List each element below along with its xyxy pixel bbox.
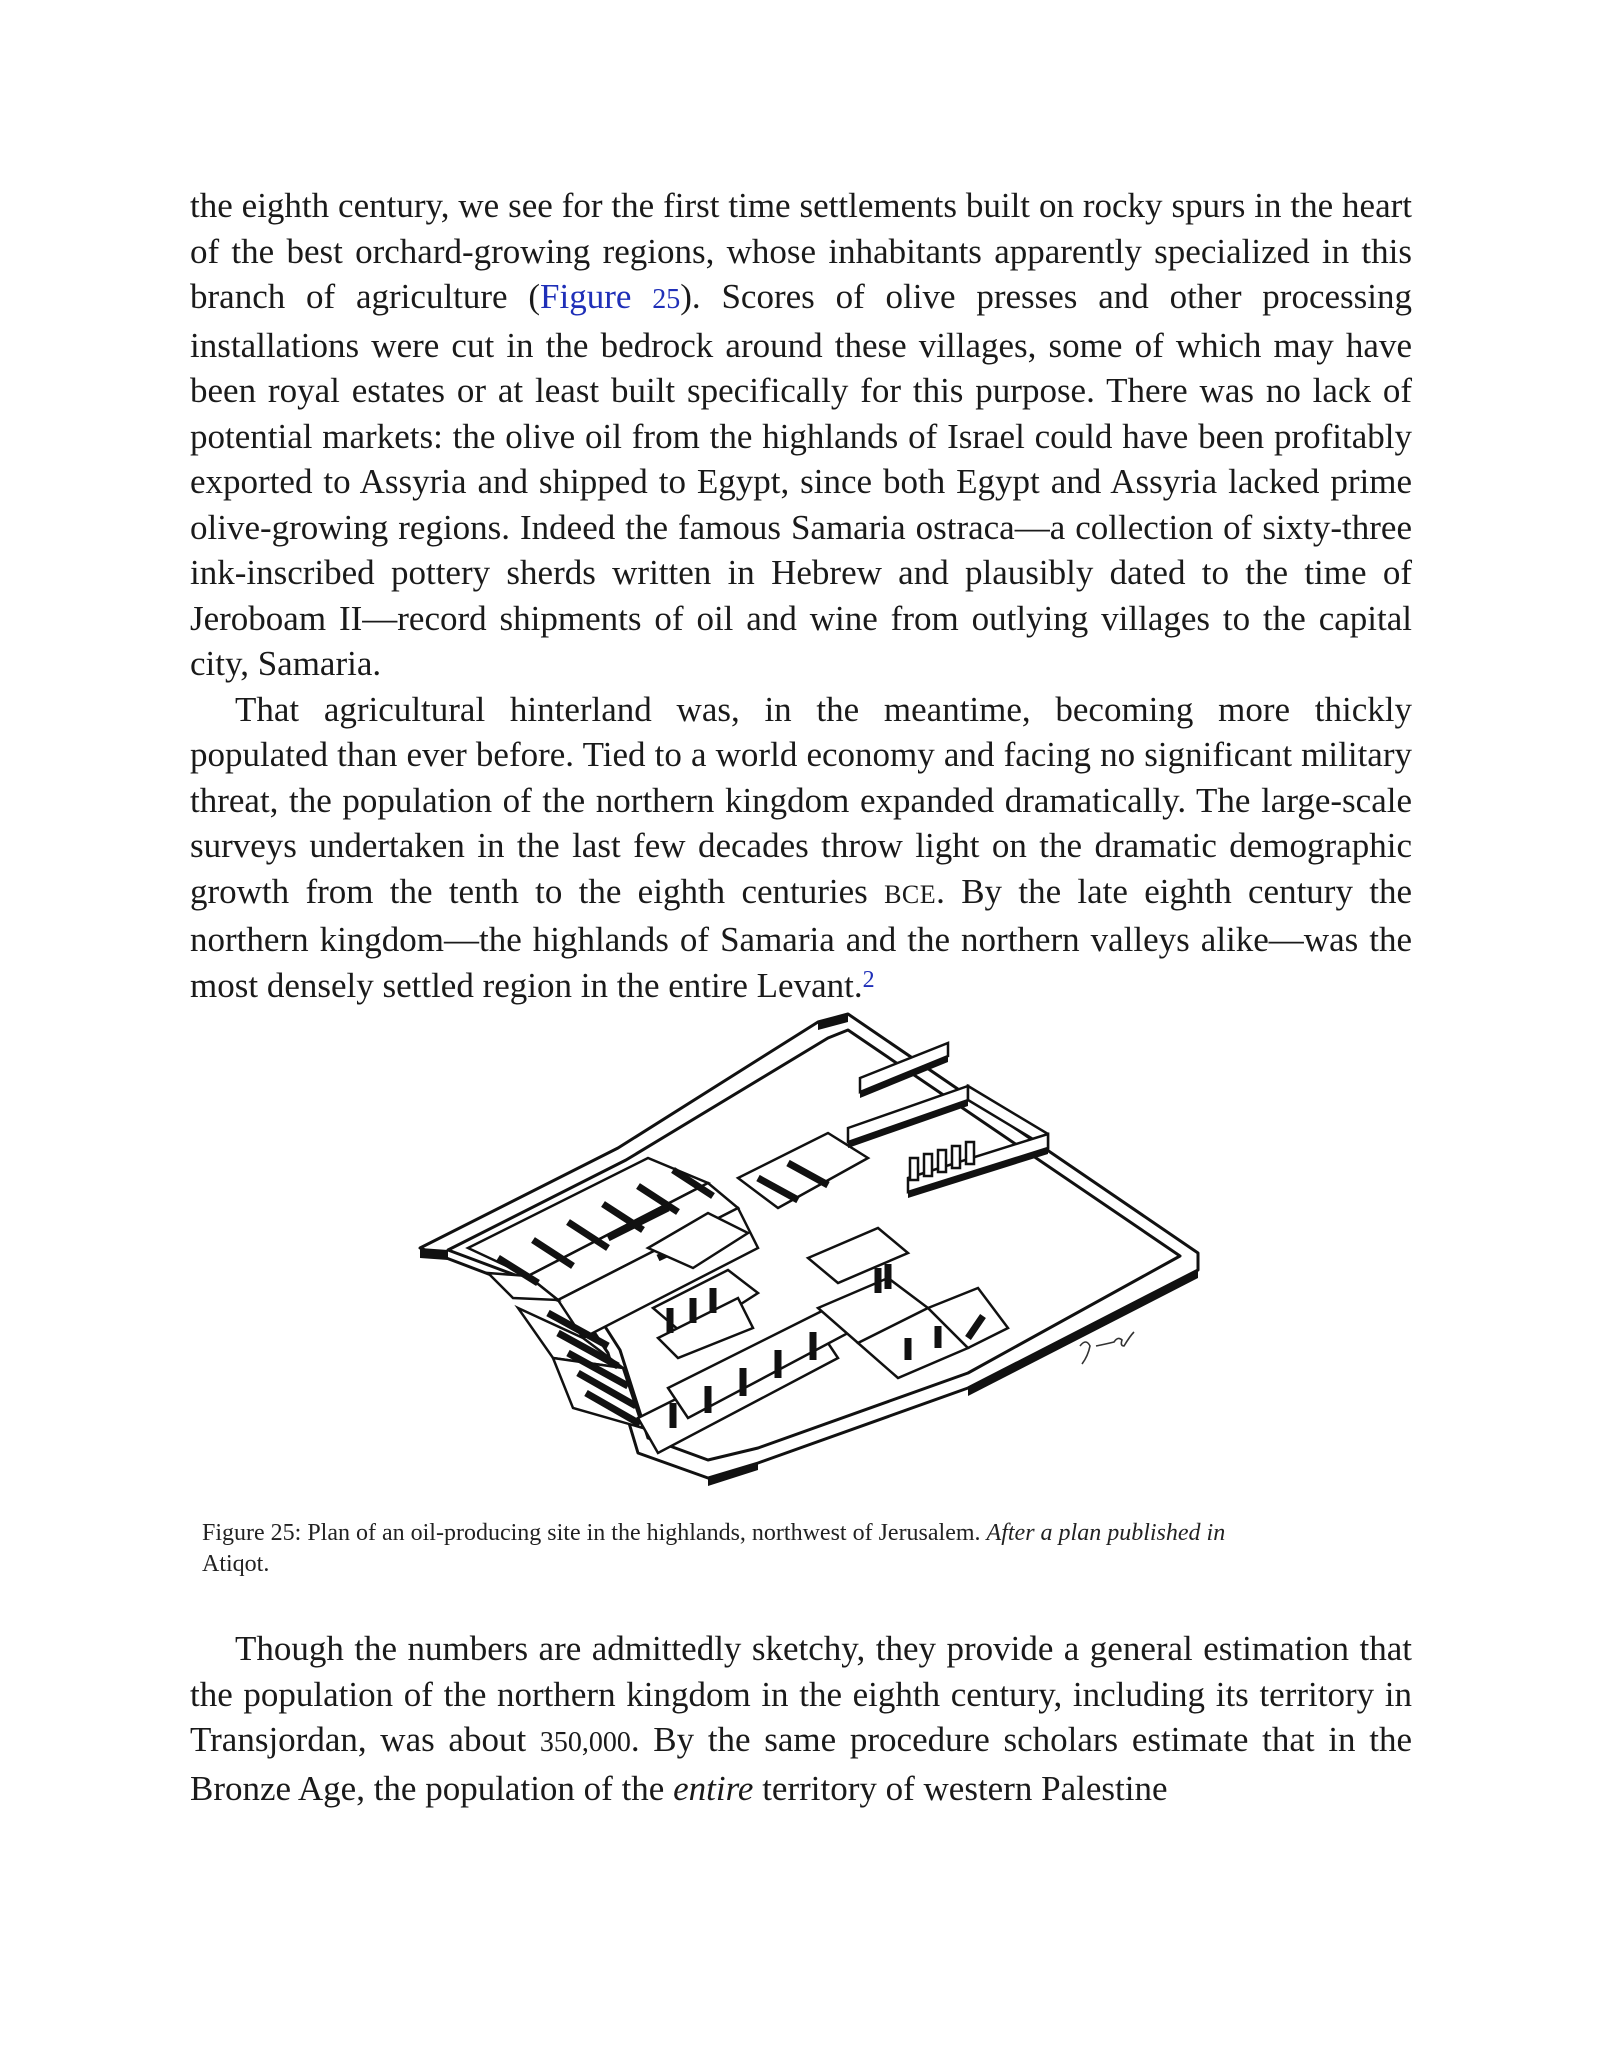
figure-link-number: 25 (652, 284, 681, 315)
paragraph-text: the eighth century, we see for the first time settlements built on rocky spurs in the heart of the best orchard-growing regions, whose inhabitants apparently specialized in this branch of agriculture ( (190, 186, 1412, 316)
paragraph-text: That agricultural hinterland was, in the meantime, becoming more thickly populated than ever before. Tied to a world economy and facing no significant military threat, the population of the northern kingdom expanded dramatically. The large-scale surveys undertaken in the last few decades throw light on the dramatic demographic growth from the tenth to the eighth centuries (190, 689, 1412, 911)
paragraph-2 (190, 687, 1412, 1009)
paragraph-3 (190, 1626, 1412, 1811)
paragraph-text: . By the same procedure scholars estimate that in the Bronze Age, the population of the (190, 1720, 1412, 1808)
emphasis-word: entire (673, 1768, 754, 1808)
paragraph-text: Though the numbers are admittedly sketchy, they provide a general estimation that the population of the northern kingdom in the eighth century, including its territory in Transjordan, was about (190, 1629, 1412, 1759)
page-body (190, 183, 1412, 1811)
caption-attribution: After a plan published in (986, 1520, 1226, 1546)
figure-link[interactable] (540, 277, 680, 316)
artist-signature (1080, 1332, 1134, 1364)
paragraph-text: territory of western Palestine (753, 1768, 1168, 1808)
figure-caption (190, 1518, 1412, 1580)
population-number: 350,000 (539, 1727, 631, 1758)
caption-text: Figure 25: Plan of an oil-producing site in the highlands, northwest of Jerusalem. (202, 1520, 987, 1546)
figure-link-word: Figure (540, 277, 653, 316)
paragraph-1 (190, 183, 1412, 687)
footnote-link[interactable]: 2 (862, 966, 875, 993)
era-abbreviation: BCE (884, 879, 937, 909)
caption-source: Atiqot. (202, 1551, 270, 1577)
figure-25 (190, 1008, 1412, 1518)
site-plan-illustration (408, 1008, 1208, 1518)
paragraph-text: . By the late eighth century the northern kingdom—the highlands of Samaria and the northern valleys alike—was the most densely settled region in the entire Levant. (190, 871, 1413, 1005)
paragraph-text: ). Scores of olive presses and other processing installations were cut in the bedrock around these villages, some of which may have been royal estates or at least built specifically for this purpose. There was no lack of potential markets: the olive oil from the highlands of Israel could have been profitably exported to Assyria and shipped to Egypt, since both Egypt and Assyria lacked prime olive-growing regions. Indeed the famous Samaria ostraca—a collection of sixty-three ink-inscribed pottery sherds written in Hebrew and plausibly dated to the time of Jeroboam II—record shipments of oil and wine from outlying villages to the capital city, Samaria. (190, 277, 1412, 683)
